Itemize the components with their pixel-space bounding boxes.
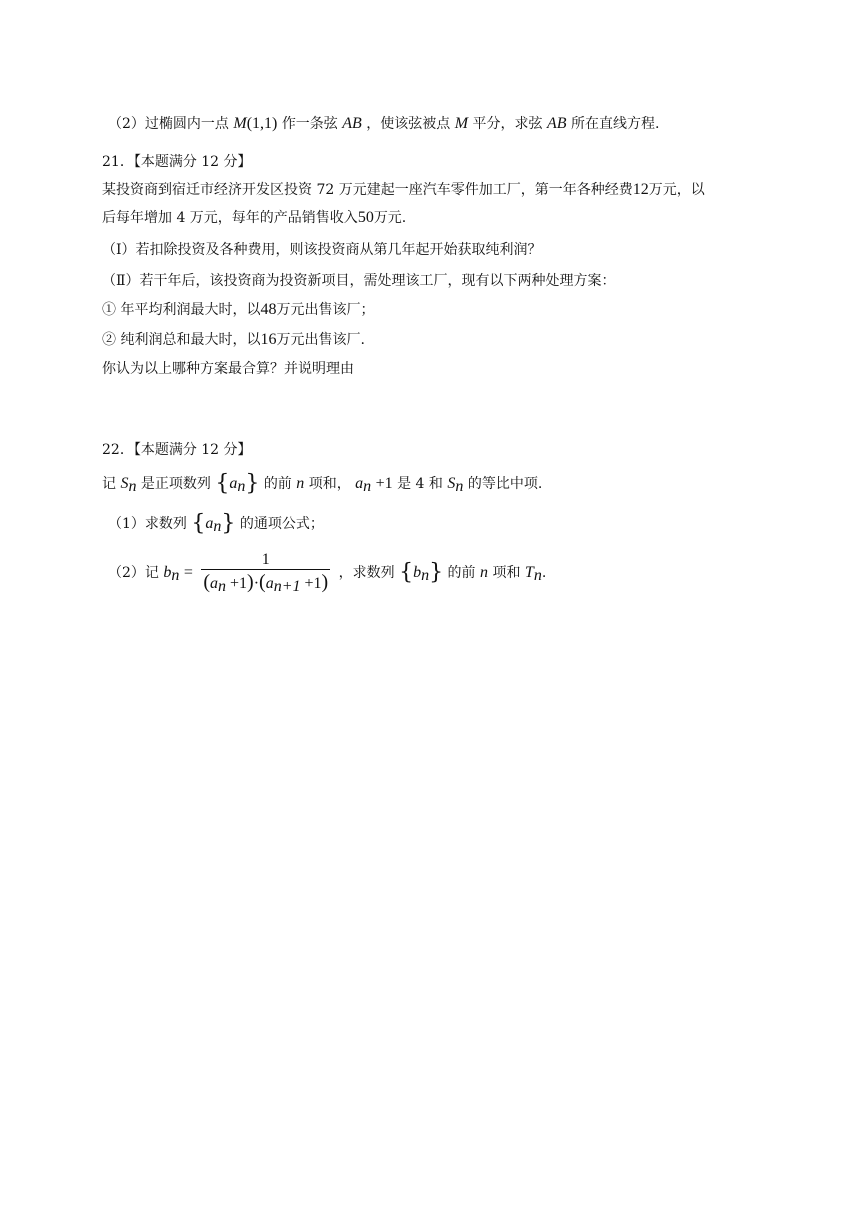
- q21-line1: [102, 180, 800, 200]
- text: 项和: [492, 565, 521, 581]
- q21-part2: （Ⅱ）若干年后，该投资商为投资新项目，需处理该工厂，现有以下两种处理方案：: [102, 273, 616, 289]
- math-point-m: M: [454, 115, 469, 132]
- text: 的等比中项.: [467, 476, 543, 492]
- math-s: S: [447, 475, 456, 492]
- number: 50: [357, 209, 374, 226]
- math-sub-n: n: [213, 518, 222, 535]
- math-plus-one: +1: [304, 574, 322, 592]
- text: 的前: [447, 565, 476, 581]
- math-cdot: ·: [253, 574, 260, 592]
- text: 是 4 和: [397, 476, 443, 492]
- text: 后每年增加 4 万元，每年的产品销售收入: [102, 210, 358, 226]
- math-sub-n: n: [421, 567, 430, 584]
- q22-part1: （1）求数列 $\{a_n\}$ 的通项公式；: [108, 511, 324, 536]
- math-plus-one: +1: [229, 574, 248, 592]
- number: 12: [632, 181, 649, 198]
- text: 万元出售该厂.: [276, 332, 365, 348]
- text: 万元出售该厂；: [276, 302, 375, 318]
- math-coords: (1,1): [246, 115, 278, 132]
- math-chord: AB: [342, 115, 362, 132]
- math-t: T: [524, 564, 534, 581]
- math-a: a: [209, 574, 218, 592]
- q22-header: 22．【本题满分 12 分】: [102, 442, 252, 458]
- fraction-denominator: $(a_n +1)\cdot(a_{n+1} +1)$: [203, 570, 329, 595]
- text: 记: [102, 476, 116, 492]
- math-b: b: [163, 564, 172, 581]
- math-n: n: [480, 564, 488, 581]
- text: ，使该弦被点: [366, 116, 451, 132]
- text: 作一条弦: [281, 116, 338, 132]
- number: 16: [260, 331, 277, 348]
- text: 项和，: [308, 476, 351, 492]
- q20-part2-line: [108, 114, 800, 134]
- text: 万元.: [373, 210, 407, 226]
- math-s: S: [120, 475, 129, 492]
- math-sub-n: n: [128, 478, 137, 495]
- text: （2）记: [108, 565, 159, 581]
- math-plus-one: +1: [375, 475, 393, 492]
- text: .: [541, 565, 547, 581]
- math-point-m: M: [233, 115, 247, 132]
- text: 的前: [263, 476, 292, 492]
- math-sub-n: n: [171, 567, 180, 584]
- math-a: a: [355, 475, 364, 492]
- math-a: a: [265, 574, 274, 592]
- q21-option2: [102, 330, 800, 350]
- math-n: n: [296, 475, 305, 492]
- text: 的通项公式；: [239, 516, 324, 532]
- math-chord: AB: [546, 115, 567, 132]
- text: 平分，求弦: [472, 116, 543, 132]
- text: ，求数列: [338, 565, 395, 581]
- text: 万元，以: [648, 182, 705, 198]
- math-sub-n: n: [363, 478, 372, 495]
- q21-part1: （Ⅰ）若扣除投资及各种费用，则该投资商从第几年起开始获取纯利润？: [102, 242, 542, 258]
- math-sub-n: n: [455, 478, 464, 495]
- q21-header: 21．【本题满分 12 分】: [102, 154, 252, 170]
- q22-part2: （2）记 $b_n$ = $\frac{1}{(a_n +1)\cdot(a_{n+1} +1)}$ ，求数列 $\{b_n\}$ 的前 n 项和 $T_n$.: [108, 550, 547, 595]
- math-sub-n1: n+1: [273, 577, 301, 595]
- q22-statement: 记 $S_n$ 是正项数列 $\{a_n\}$ 的前 n 项和， $a_n +1$ 是 4 和 $S_n$ 的等比中项.: [102, 471, 543, 496]
- math-b: b: [413, 564, 422, 581]
- text: ② 纯利润总和最大时，以: [102, 332, 261, 348]
- text: （2）过椭圆内一点: [108, 116, 229, 132]
- math-sub-n: n: [217, 577, 226, 595]
- math-sub-n: n: [533, 567, 542, 584]
- math-a: a: [205, 515, 214, 532]
- q21-line2: [102, 208, 800, 228]
- math-sub-n: n: [237, 478, 246, 495]
- math-equals: =: [183, 564, 193, 581]
- q21-option1: [102, 300, 800, 320]
- text: （1）求数列: [108, 516, 187, 532]
- text: 是正项数列: [140, 476, 211, 492]
- fraction: [201, 551, 330, 596]
- text: ① 年平均利润最大时，以: [102, 302, 261, 318]
- q21-question: 你认为以上哪种方案最合算？并说明理由: [102, 361, 354, 377]
- math-a: a: [229, 475, 238, 492]
- text: 某投资商到宿迁市经济开发区投资 72 万元建起一座汽车零件加工厂，第一年各种经费: [102, 182, 633, 198]
- number: 48: [260, 301, 277, 318]
- text: 所在直线方程.: [570, 116, 660, 132]
- fraction-numerator: 1: [261, 550, 270, 568]
